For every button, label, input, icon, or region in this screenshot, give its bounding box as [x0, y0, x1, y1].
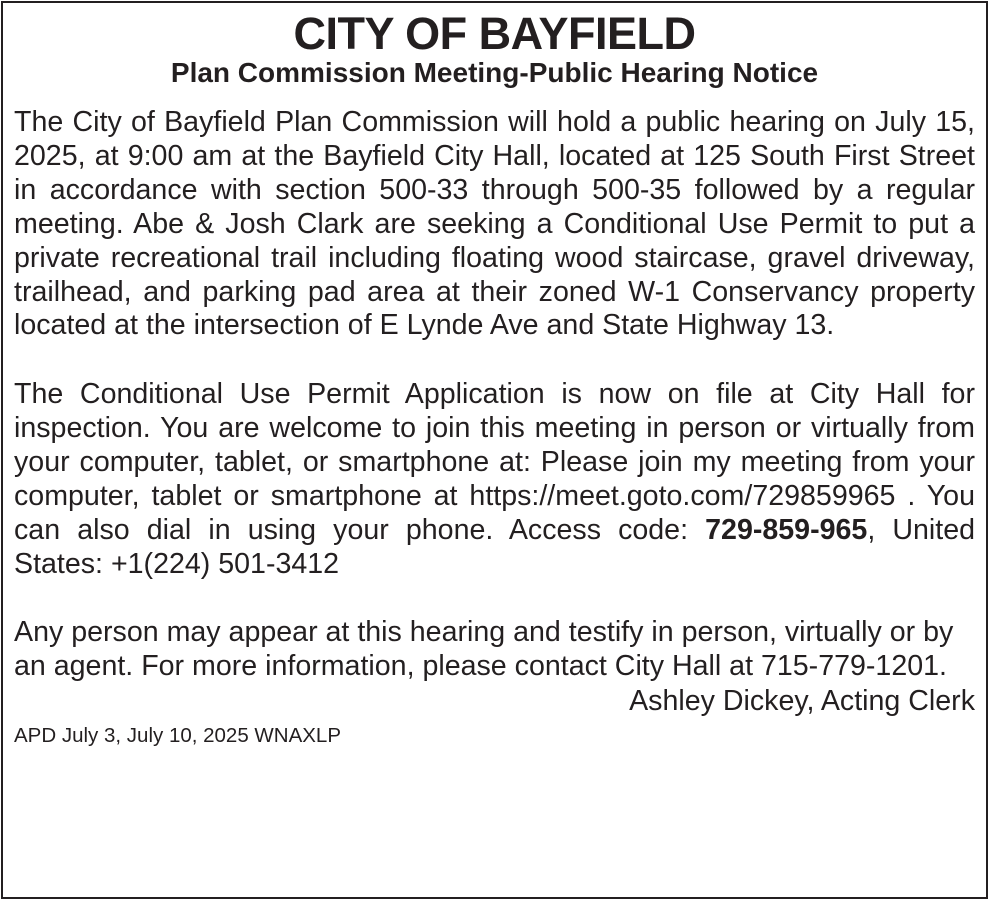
meeting-access-paragraph	[14, 378, 975, 581]
public-notice	[1, 1, 988, 899]
hearing-details-paragraph: The City of Bayfield Plan Commission will hold a public hearing on July 15, 2025, at 9:00 am at the Bayfield City Hall, located at 125 South First Street in accordance with section 500-33 through 500-35 followed by a regular meeting. Abe & Josh Clark are seeking a Conditional Use Permit to put a private recreational trail including floating wood staircase, gravel driveway, trailhead, and parking pad area at their zoned W-1 Conservancy property located at the intersection of E Lynde Ave and State Highway 13.	[14, 106, 975, 342]
testimony-paragraph: Any person may appear at this hearing and testify in person, virtually or by an agent. For more information, please contact City Hall at 715-779-1201.	[14, 615, 954, 682]
publication-footer: APD July 3, July 10, 2025 WNAXLP	[14, 723, 342, 747]
notice-subtitle: Plan Commission Meeting-Public Hearing Notice	[170, 57, 819, 88]
clerk-signature: Ashley Dickey, Acting Clerk	[629, 684, 975, 717]
notice-title: CITY OF BAYFIELD	[293, 8, 696, 59]
access-code: 729-859-965	[705, 513, 868, 546]
meeting-access-text: The Conditional Use Permit Application is now on file at City Hall for inspection. You are welcome to join this meeting in person or virtually from your computer, tablet, or smartphone at: Please join my meeting from your computer, tablet or smartphone at https://meet.goto.com/729859965 . You can also dial in using your phone. Access code:	[14, 378, 975, 546]
phone-number-text: , United States: +1(224) 501-3412	[14, 513, 976, 580]
